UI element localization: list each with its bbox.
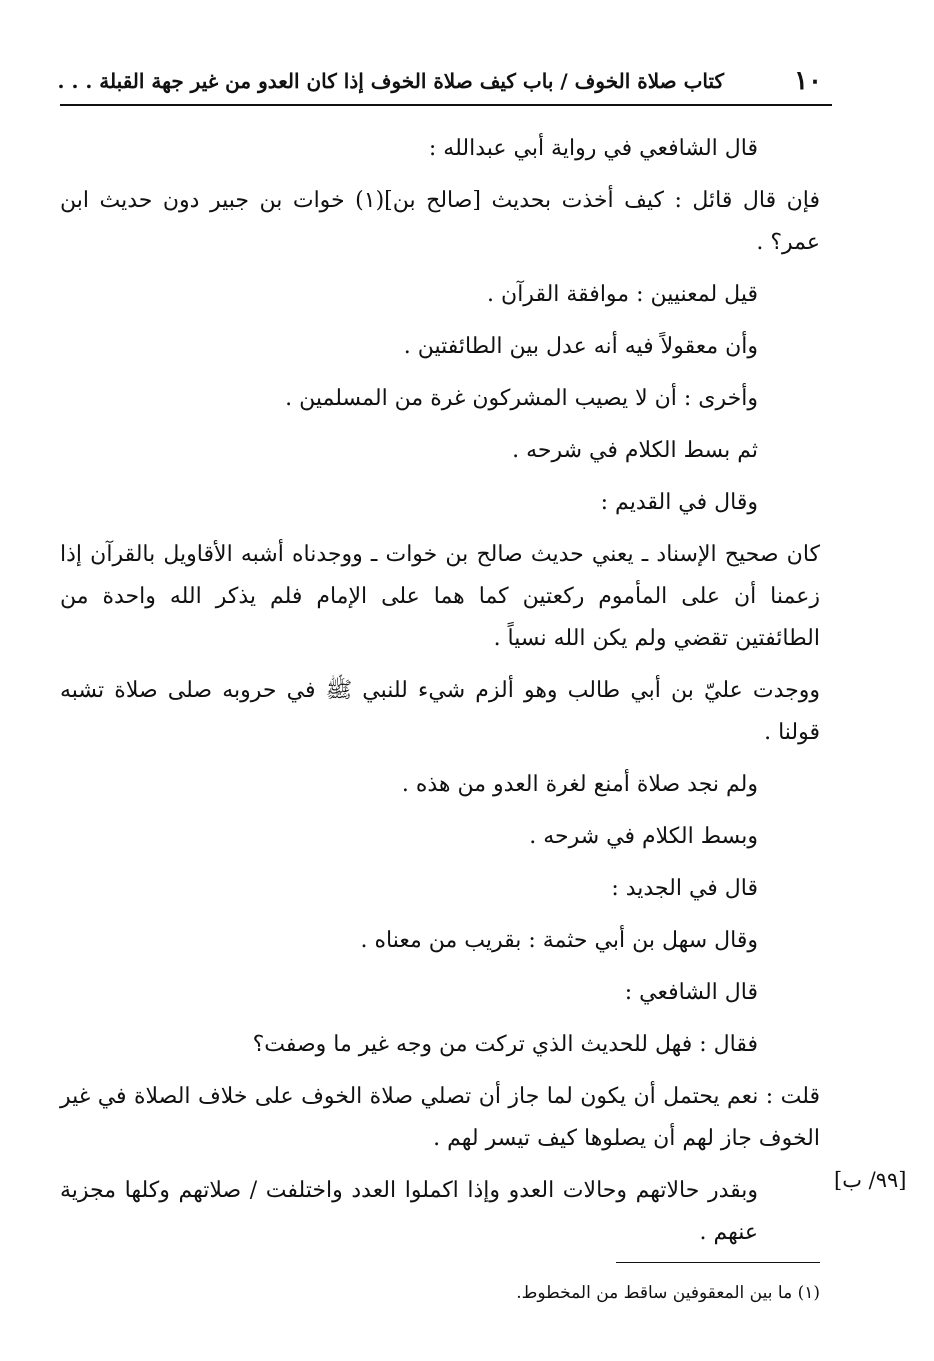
manuscript-folio-marker: [٩٩/ ب] xyxy=(834,1168,907,1192)
paragraph: وقال في القديم : xyxy=(600,490,758,515)
paragraph: فإن قال قائل : كيف أخذت بحديث [صالح بن](١) خوات بن جبير دون حديث ابن عمر؟ . xyxy=(60,188,820,255)
paragraph: قال الشافعي في رواية أبي عبدالله : xyxy=(428,136,758,161)
footnote-rule xyxy=(616,1262,820,1263)
paragraph: ووجدت عليّ بن أبي طالب وهو ألزم شيء للنبي ﷺ في حروبه صلى صلاة تشبه قولنا . xyxy=(60,678,820,745)
paragraph: قيل لمعنيين : موافقة القرآن . xyxy=(487,282,758,307)
paragraph: وبقدر حالاتهم وحالات العدو وإذا اكملوا العدد واختلفت / صلاتهم وكلها مجزية عنهم . xyxy=(60,1178,758,1245)
paragraph: وأخرى : أن لا يصيب المشركون غرة من المسلمين . xyxy=(285,386,758,411)
running-title: كتاب صلاة الخوف / باب كيف صلاة الخوف إذا كان العدو من غير جهة القبلة . . . xyxy=(57,69,725,93)
paragraph: وقال سهل بن أبي حثمة : بقريب من معناه . xyxy=(360,928,758,953)
paragraph: وبسط الكلام في شرحه . xyxy=(529,824,758,849)
header-rule xyxy=(60,104,832,106)
running-header xyxy=(57,58,832,104)
body-text xyxy=(60,128,820,1264)
footnote: (١) ما بين المعقوفين ساقط من المخطوط. xyxy=(516,1283,820,1303)
paragraph: ولم نجد صلاة أمنع لغرة العدو من هذه . xyxy=(401,772,758,797)
page-number: ١٠ xyxy=(794,66,822,96)
paragraph: ثم بسط الكلام في شرحه . xyxy=(512,438,758,463)
paragraph: وأن معقولاً فيه أنه عدل بين الطائفتين . xyxy=(403,334,758,359)
paragraph: قلت : نعم يحتمل أن يكون لما جاز أن تصلي صلاة الخوف على خلاف الصلاة في غير الخوف جاز لهم أن يصلوها كيف تيسر لهم . xyxy=(60,1084,820,1151)
paragraph: قال في الجديد : xyxy=(611,876,758,901)
paragraph: فقال : فهل للحديث الذي تركت من وجه غير ما وصفت؟ xyxy=(252,1032,758,1057)
paragraph: كان صحيح الإسناد ـ يعني حديث صالح بن خوات ـ ووجدناه أشبه الأقاويل بالقرآن إذا زعمنا أن على المأموم ركعتين كما هما على الإمام فلم يذكر الله واحدة من الطائفتين تقضي ولم يكن الله نسياً . xyxy=(60,542,820,651)
paragraph: قال الشافعي : xyxy=(624,980,758,1005)
